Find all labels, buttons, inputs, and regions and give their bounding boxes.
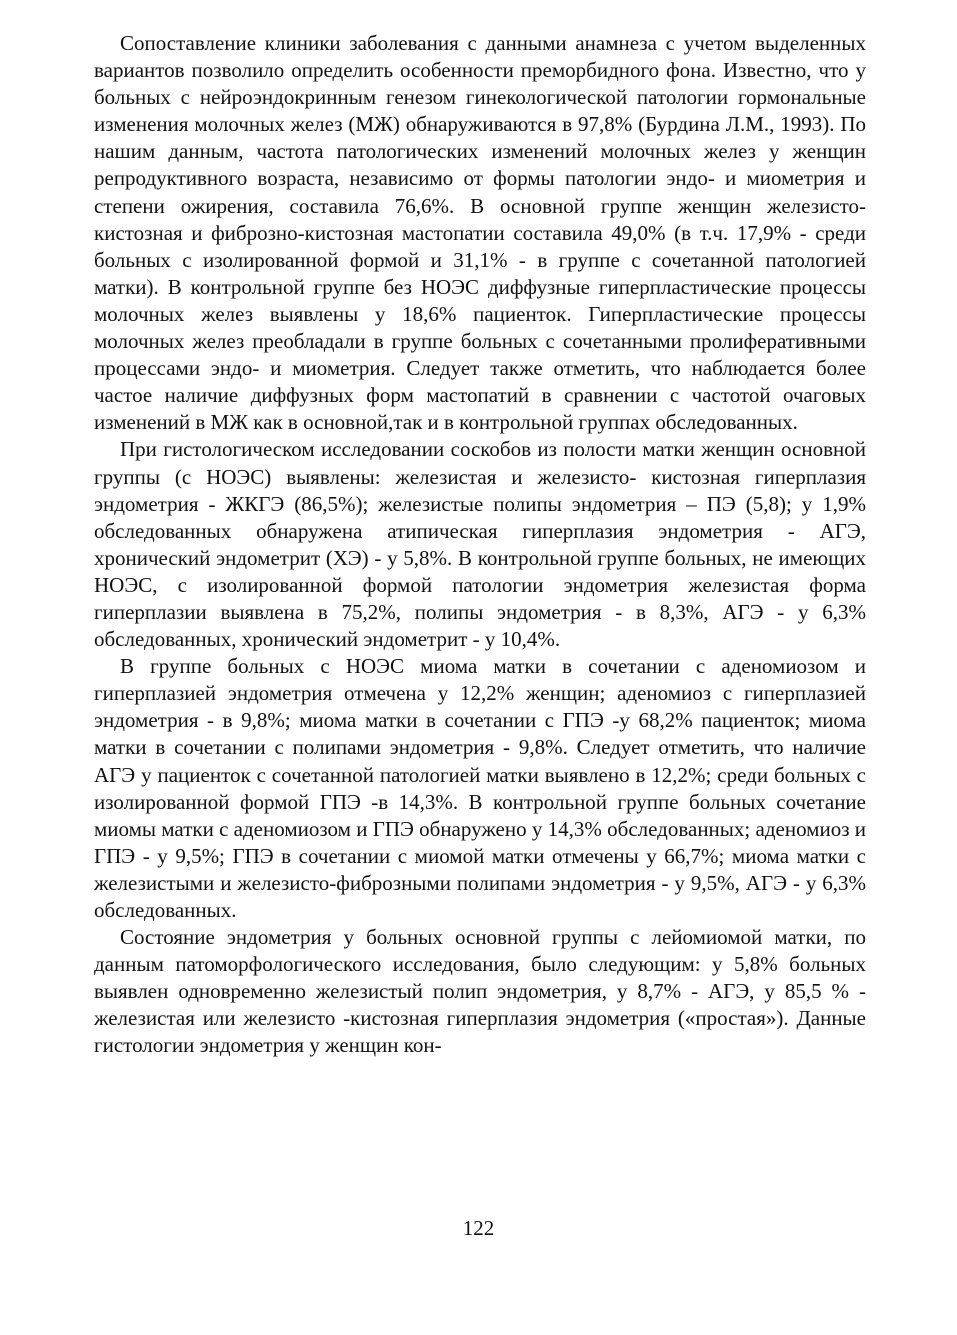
paragraph-2: При гистологическом исследовании соскобов из полости матки женщин основной группы (с НОЭС) выявлены: железистая и железисто- кистозная гиперплазия эндометрия - ЖКГЭ (86,5%); железистые полипы эндометрия – ПЭ (5,8); у 1,9% обследованных обнаружена атипическая гиперплазия эндометрия - АГЭ, хронический эндометрит (ХЭ) - у 5,8%. В контрольной группе больных, не имеющих НОЭС, с изолированной формой патологии эндометрия железистая форма гиперплазии выявлена в 75,2%, полипы эндометрия - в 8,3%, АГЭ - у 6,3% обследованных, хронический эндометрит - у 10,4%. <box>94 437 866 652</box>
page-body <box>94 30 866 1060</box>
paragraph-3: В группе больных с НОЭС миома матки в сочетании с аденомиозом и гиперплазией эндометрия отмечена у 12,2% женщин; аденомиоз с гиперплазией эндометрия - в 9,8%; миома матки в сочетании с ГПЭ -у 68,2% пациенток; миома матки в сочетании с полипами эндометрия - 9,8%. Следует отметить, что наличие АГЭ у пациенток с сочетанной патологией матки выявлено в 12,2%; среди больных с изолированной формой ГПЭ -в 14,3%. В контрольной группе больных сочетание миомы матки с аденомиозом и ГПЭ обнаружено у 14,3% обследованных; аденомиоз и ГПЭ - у 9,5%; ГПЭ в сочетании с миомой матки отмечены у 66,7%; миома матки с железистыми и железисто-фиброзными полипами эндометрия - у 9,5%, АГЭ - у 6,3% обследованных. <box>94 654 866 922</box>
paragraph-1: Сопоставление клиники заболевания с данными анамнеза с учетом выделенных вариантов позволило определить особенности преморбидного фона. Известно, что у больных с нейроэндокринным генезом гинекологической патологии гормональные изменения молочных желез (МЖ) обнаруживаются в 97,8% (Бурдина Л.М., 1993). По нашим данным, частота патологических изменений молочных желез у женщин репродуктивного возраста, независимо от формы патологии эндо- и миометрия и степени ожирения, составила 76,6%. В основной группе женщин железисто-кистозная и фиброзно-кистозная мастопатии составила 49,0% (в т.ч. 17,9% - среди больных с изолированной формой и 31,1% - в группе с сочетанной патологией матки). В контрольной группе без НОЭС диффузные гиперпластические процессы молочных желез выявлены у 18,6% пациенток. Гиперпластические процессы молочных желез преобладали в группе больных с сочетанными пролиферативными процессами эндо- и миометрия. Следует также отметить, что наблюдается более частое наличие диффузных форм мастопатий в сравнении с частотой очаговых изменений в МЖ как в основной,так и в контрольной группах обследованных. <box>94 31 866 435</box>
paragraph-4: Состояние эндометрия у больных основной группы с лейомиомой матки, по данным патоморфологического исследования, было следующим: у 5,8% больных выявлен одновременно железистый полип эндометрия, у 8,7% - АГЭ, у 85,5 % - железистая или железисто -кистозная гиперплазия эндометрия («простая»). Данные гистологии эндометрия у женщин кон- <box>94 925 866 1058</box>
page-number: 122 <box>462 1216 495 1240</box>
